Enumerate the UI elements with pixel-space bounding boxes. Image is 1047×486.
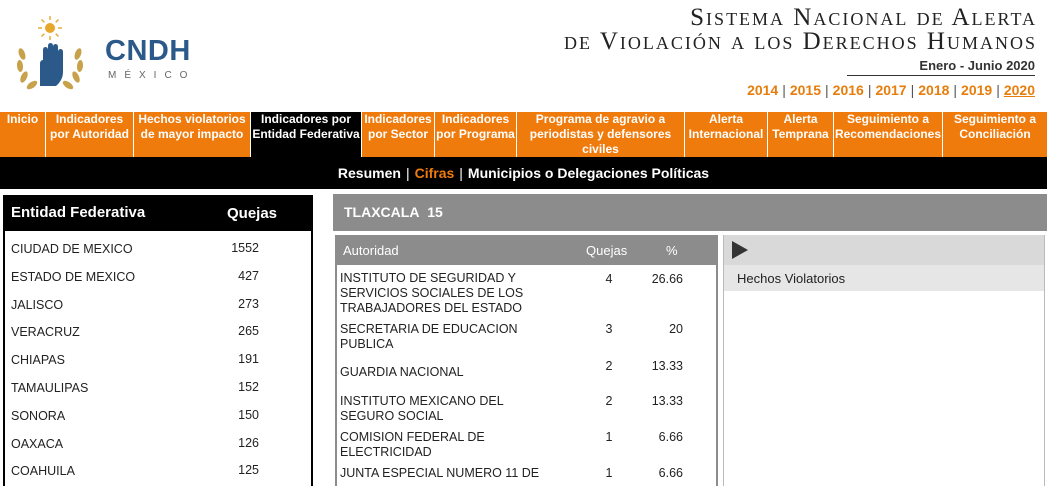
table-row[interactable] <box>337 265 716 317</box>
year-selector: 2014 | 2015 | 2016 | 2017 | 2018 | 2019 | 2020 <box>747 82 1035 98</box>
state-name[interactable]: OAXACA <box>11 436 64 451</box>
authority-quejas: 2 <box>605 394 613 408</box>
table-row[interactable] <box>337 389 716 425</box>
subnav-municipios-link[interactable]: Municipios o Delegaciones Políticas <box>467 165 710 181</box>
state-quejas: 125 <box>238 463 259 478</box>
subnav-resumen-link[interactable]: Resumen <box>337 165 401 181</box>
authority-name[interactable]: INSTITUTO MEXICANO DEL SEGURO SOCIAL <box>340 394 504 423</box>
state-quejas: 1552 <box>231 241 259 255</box>
table-row[interactable] <box>337 461 716 486</box>
authority-name[interactable]: SECRETARIA DE EDUCACION PUBLICA <box>340 322 518 351</box>
nav-item-hechos-violatorios[interactable]: Hechos violatorios de mayor impacto <box>134 112 251 157</box>
table-row[interactable] <box>5 346 311 374</box>
logo-text: CNDH <box>105 35 191 67</box>
entity-table-header <box>5 195 311 231</box>
nav-item-alerta-internacional[interactable]: Alerta Internacional <box>685 112 768 157</box>
table-row[interactable] <box>5 430 311 458</box>
table-row[interactable] <box>5 374 311 402</box>
table-row[interactable] <box>5 263 311 291</box>
state-quejas: 427 <box>238 268 259 283</box>
table-row[interactable] <box>5 402 311 430</box>
authority-table <box>335 235 718 486</box>
subnav-cifras-link[interactable]: Cifras <box>414 165 455 181</box>
column-header-quejas: Quejas <box>586 243 628 258</box>
nav-item-indicadores-autoridad[interactable]: Indicadores por Autoridad <box>46 112 134 157</box>
authority-quejas: 1 <box>605 466 613 480</box>
table-row[interactable] <box>5 291 311 319</box>
authority-name[interactable]: COMISION FEDERAL DE ELECTRICIDAD <box>340 430 485 459</box>
table-row[interactable] <box>5 318 311 346</box>
year-link-2019[interactable]: 2019 <box>961 82 993 98</box>
hechos-violatorios-header: Hechos Violatorios <box>724 265 1044 291</box>
state-name[interactable]: SONORA <box>11 408 66 423</box>
year-link-2015[interactable]: 2015 <box>789 82 822 98</box>
year-link-2018[interactable]: 2018 <box>918 82 950 98</box>
site-title <box>564 6 1037 54</box>
state-quejas: 191 <box>238 352 259 367</box>
year-link-2020[interactable]: 2020 <box>1003 82 1035 98</box>
column-header-entidad: Entidad Federativa <box>11 204 146 221</box>
logo-subtext: MÉXICO <box>108 70 196 81</box>
site-title-line-1: Sistema Nacional de Alerta <box>690 4 1037 31</box>
table-row[interactable] <box>337 353 716 389</box>
year-link-2014[interactable]: 2014 <box>747 82 779 98</box>
hechos-toolbar <box>724 235 1044 265</box>
state-quejas: 273 <box>238 296 259 311</box>
authority-percent: 20 <box>669 322 683 336</box>
play-icon[interactable] <box>732 241 748 259</box>
authority-name[interactable]: JUNTA ESPECIAL NUMERO 11 DE <box>340 466 540 480</box>
authority-quejas: 1 <box>605 430 613 444</box>
year-link-2017[interactable]: 2017 <box>875 82 907 98</box>
site-header <box>0 0 1047 112</box>
period-label: Enero - Junio 2020 <box>847 58 1035 76</box>
table-row[interactable] <box>5 235 311 263</box>
column-header-autoridad: Autoridad <box>343 243 399 258</box>
cndh-logo[interactable] <box>10 14 200 94</box>
state-quejas: 126 <box>238 435 259 450</box>
authority-percent: 13.33 <box>651 359 683 373</box>
site-title-line-2: de Violación a los Derechos Humanos <box>564 28 1037 55</box>
state-quejas: 152 <box>238 379 259 394</box>
nav-item-programa-agravio[interactable]: Programa de agravio a periodistas y defensores civiles <box>517 112 685 157</box>
nav-item-indicadores-entidad[interactable]: Indicadores por Entidad Federativa <box>251 112 362 157</box>
table-row[interactable] <box>337 317 716 353</box>
nav-item-seguimiento-recomendaciones[interactable]: Seguimiento a Recomendaciones <box>834 112 943 157</box>
selected-state-total: 15 <box>427 204 443 220</box>
authority-table-header <box>337 235 716 265</box>
nav-item-inicio[interactable]: Inicio <box>0 112 46 157</box>
authority-quejas: 2 <box>605 359 613 373</box>
selected-state-bar <box>333 194 1047 231</box>
state-quejas: 265 <box>238 324 259 339</box>
state-name[interactable]: JALISCO <box>11 297 64 312</box>
state-quejas: 150 <box>238 407 259 422</box>
authority-name[interactable]: GUARDIA NACIONAL <box>340 365 464 379</box>
table-row[interactable] <box>5 457 311 485</box>
authority-name[interactable]: INSTITUTO DE SEGURIDAD Y SERVICIOS SOCIALES DE LOS TRABAJADORES DEL ESTADO <box>340 271 524 315</box>
table-row[interactable] <box>337 425 716 461</box>
state-name[interactable]: CIUDAD DE MEXICO <box>11 242 133 256</box>
state-name[interactable]: COAHUILA <box>11 464 75 479</box>
state-name[interactable]: VERACRUZ <box>11 325 80 340</box>
authority-percent: 6.66 <box>658 430 683 444</box>
authority-quejas: 3 <box>605 322 613 336</box>
authority-percent: 26.66 <box>651 272 683 286</box>
nav-item-indicadores-programa[interactable]: Indicadores por Programa <box>435 112 517 157</box>
cndh-emblem-icon <box>10 14 94 94</box>
state-name[interactable]: TAMAULIPAS <box>11 380 89 395</box>
authority-percent: 6.66 <box>658 466 683 480</box>
column-header-porcentaje: % <box>666 243 678 258</box>
nav-item-seguimiento-conciliacion[interactable]: Seguimiento a Conciliación <box>953 112 1036 141</box>
year-link-2016[interactable]: 2016 <box>832 82 864 98</box>
hechos-violatorios-panel <box>723 235 1045 486</box>
selected-state-name: TLAXCALA <box>344 204 420 220</box>
column-header-quejas: Quejas <box>227 205 278 222</box>
nav-item-alerta-temprana[interactable]: Alerta Temprana <box>768 112 834 157</box>
authority-percent: 13.33 <box>651 394 683 408</box>
entity-table <box>3 195 313 486</box>
main-nav <box>0 112 1047 157</box>
state-name[interactable]: CHIAPAS <box>11 353 65 368</box>
authority-quejas: 4 <box>605 272 613 286</box>
sub-nav: Resumen | Cifras | Municipios o Delegaciones Políticas <box>0 157 1047 189</box>
state-name[interactable]: ESTADO DE MEXICO <box>11 269 136 284</box>
nav-item-indicadores-sector[interactable]: Indicadores por Sector <box>362 112 435 157</box>
